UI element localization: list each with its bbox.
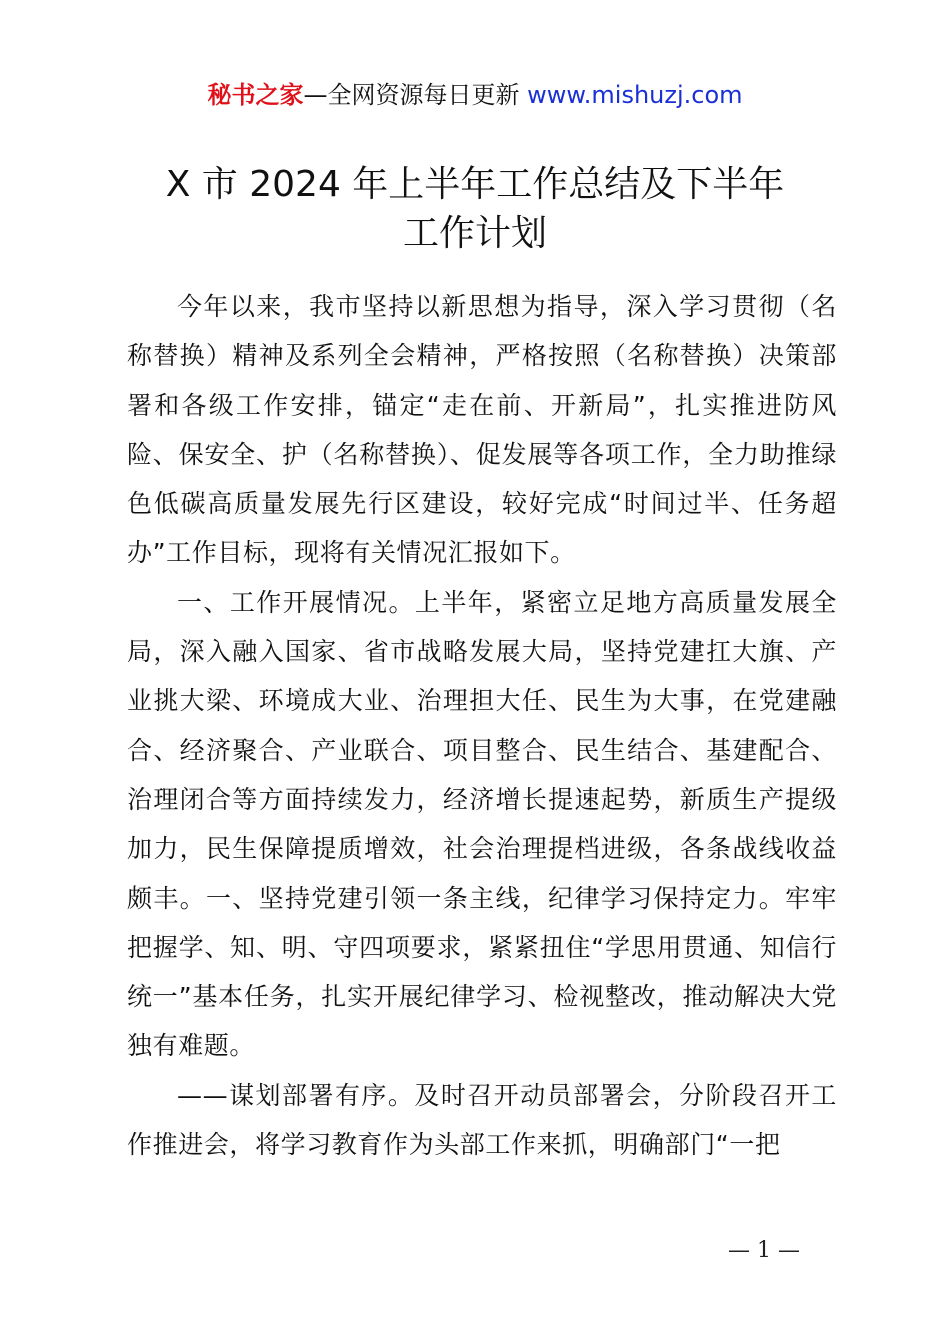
page-number: — 1 — xyxy=(728,1238,800,1263)
site-header xyxy=(0,78,950,112)
paragraph-planning: ——谋划部署有序。及时召开动员部署会，分阶段召开工作推进会，将学习教育作为头部工作来抓，明确部门“一把 xyxy=(127,1080,837,1160)
title-line-1: X 市 2024 年上半年工作总结及下半年 xyxy=(165,164,785,205)
brand-name: 秘书之家 xyxy=(207,81,304,109)
document-title xyxy=(0,160,950,258)
header-tagline: —全网资源每日更新 xyxy=(303,81,528,109)
document-body xyxy=(127,282,837,1169)
title-line-2: 工作计划 xyxy=(402,213,547,254)
site-url-link[interactable]: www.mishuzj.com xyxy=(527,81,743,109)
paragraph-section-1: 一、工作开展情况。上半年，紧密立足地方高质量发展全局，深入融入国家、省市战略发展大局，坚持党建扛大旗、产业挑大梁、环境成大业、治理担大任、民生为大事，在党建融合、经济聚合、产业联合、项目整合、民生结合、基建配合、治理闭合等方面持续发力，经济增长提速起势，新质生产提级加力，民生保障提质增效，社会治理提档进级，各条战线收益颇丰。一、坚持党建引领一条主线，纪律学习保持定力。牢牢把握学、知、明、守四项要求，紧紧扭住“学思用贯通、知信行统一”基本任务，扎实开展纪律学习、检视整改，推动解决大党独有难题。 xyxy=(127,587,837,1061)
paragraph-intro: 今年以来，我市坚持以新思想为指导，深入学习贯彻（名称替换）精神及系列全会精神，严格按照（名称替换）决策部署和各级工作安排，锚定“走在前、开新局”，扎实推进防风险、保安全、护（名称替换）、促发展等各项工作，全力助推绿色低碳高质量发展先行区建设，较好完成“时间过半、任务超办”工作目标，现将有关情况汇报如下。 xyxy=(127,292,837,568)
